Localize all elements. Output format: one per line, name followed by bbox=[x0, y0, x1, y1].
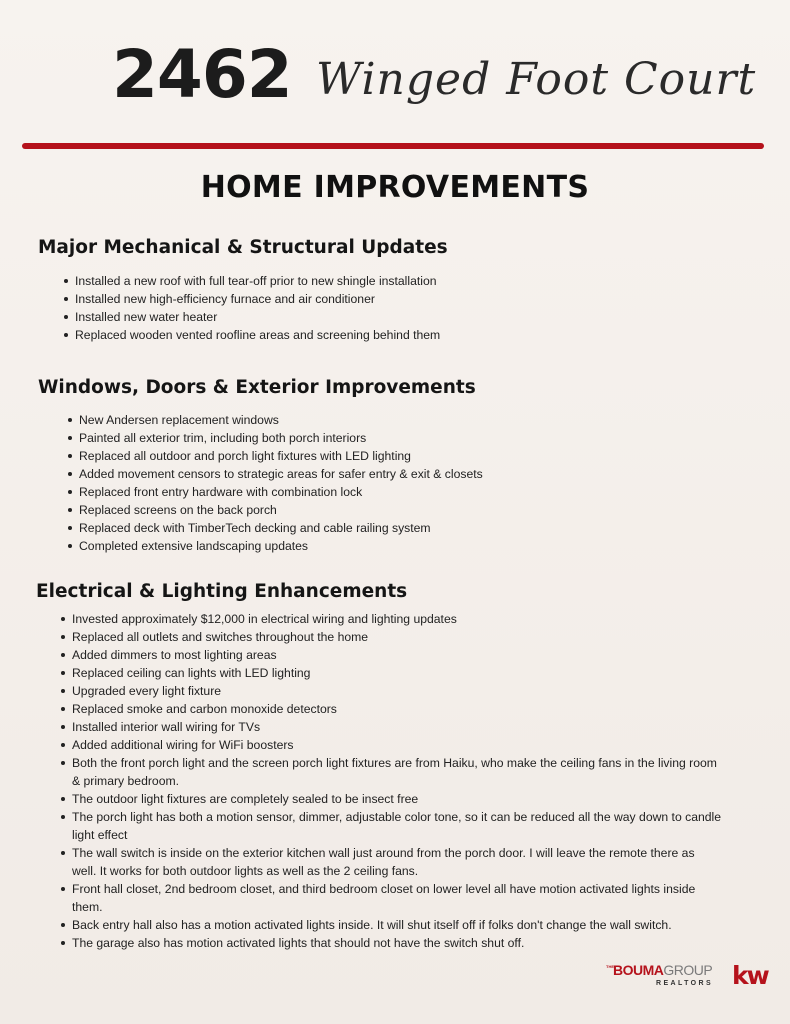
list-item: Replaced wooden vented roofline areas and screening behind them bbox=[75, 326, 755, 344]
list-item: New Andersen replacement windows bbox=[79, 411, 759, 429]
section-title-electrical: Electrical & Lighting Enhancements bbox=[36, 581, 408, 602]
list-item: Both the front porch light and the screen porch light fixtures are from Haiku, who make the ceiling fans in the living room & primary bedroom. bbox=[72, 754, 722, 790]
list-item: Installed interior wall wiring for TVs bbox=[72, 718, 722, 736]
list-item: The outdoor light fixtures are completely sealed to be insect free bbox=[72, 790, 722, 808]
street-name-script: Winged Foot Court bbox=[316, 54, 757, 105]
list-item: Replaced all outlets and switches throughout the home bbox=[72, 628, 722, 646]
kw-logo-icon: kw bbox=[732, 961, 768, 990]
list-item: Front hall closet, 2nd bedroom closet, and third bedroom closet on lower level all have motion activated lights inside them. bbox=[72, 880, 722, 916]
exterior-list bbox=[79, 411, 759, 555]
list-item: Installed new high-efficiency furnace and air conditioner bbox=[75, 290, 755, 308]
list-item: Installed new water heater bbox=[75, 308, 755, 326]
list-item: Replaced smoke and carbon monoxide detectors bbox=[72, 700, 722, 718]
list-item: Replaced all outdoor and porch light fixtures with LED lighting bbox=[79, 447, 759, 465]
list-item: The wall switch is inside on the exterior kitchen wall just around from the porch door. I will leave the remote there as well. It works for both outdoor lights as well as the 2 ceiling fans. bbox=[72, 844, 722, 880]
electrical-list bbox=[72, 610, 722, 952]
list-item: Added movement censors to strategic areas for safer entry & exit & closets bbox=[79, 465, 759, 483]
list-item: Installed a new roof with full tear-off prior to new shingle installation bbox=[75, 272, 755, 290]
logo-brand bbox=[613, 962, 712, 978]
section-title-mechanical: Major Mechanical & Structural Updates bbox=[38, 237, 448, 258]
list-item: Replaced ceiling can lights with LED lighting bbox=[72, 664, 722, 682]
page-title: HOME IMPROVEMENTS bbox=[200, 170, 590, 205]
list-item: Added additional wiring for WiFi boosters bbox=[72, 736, 722, 754]
list-item: The garage also has motion activated lights that should not have the switch shut off. bbox=[72, 934, 722, 952]
logo-brand-main: BOUMA bbox=[613, 962, 664, 978]
bouma-group-logo bbox=[606, 962, 766, 992]
logo-tagline: REALTORS bbox=[656, 980, 714, 987]
list-item: Back entry hall also has a motion activated lights inside. It will shut itself off if folks don't change the wall switch. bbox=[72, 916, 722, 934]
red-divider bbox=[22, 143, 764, 149]
list-item: Added dimmers to most lighting areas bbox=[72, 646, 722, 664]
list-item: Painted all exterior trim, including both porch interiors bbox=[79, 429, 759, 447]
list-item: The porch light has both a motion sensor, dimmer, adjustable color tone, so it can be reduced all the way down to candle light effect bbox=[72, 810, 722, 842]
section-title-exterior: Windows, Doors & Exterior Improvements bbox=[38, 377, 476, 398]
logo-brand-group: GROUP bbox=[663, 962, 713, 978]
list-item: Replaced front entry hardware with combination lock bbox=[79, 483, 759, 501]
logo-the: THE bbox=[606, 964, 614, 969]
mechanical-list bbox=[75, 272, 755, 344]
list-item: Completed extensive landscaping updates bbox=[79, 537, 759, 555]
list-item: Replaced deck with TimberTech decking and cable railing system bbox=[79, 519, 759, 537]
address-number: 2462 bbox=[112, 36, 292, 113]
list-item: Invested approximately $12,000 in electrical wiring and lighting updates bbox=[72, 610, 722, 628]
list-item: Replaced screens on the back porch bbox=[79, 501, 759, 519]
list-item: Upgraded every light fixture bbox=[72, 682, 722, 700]
